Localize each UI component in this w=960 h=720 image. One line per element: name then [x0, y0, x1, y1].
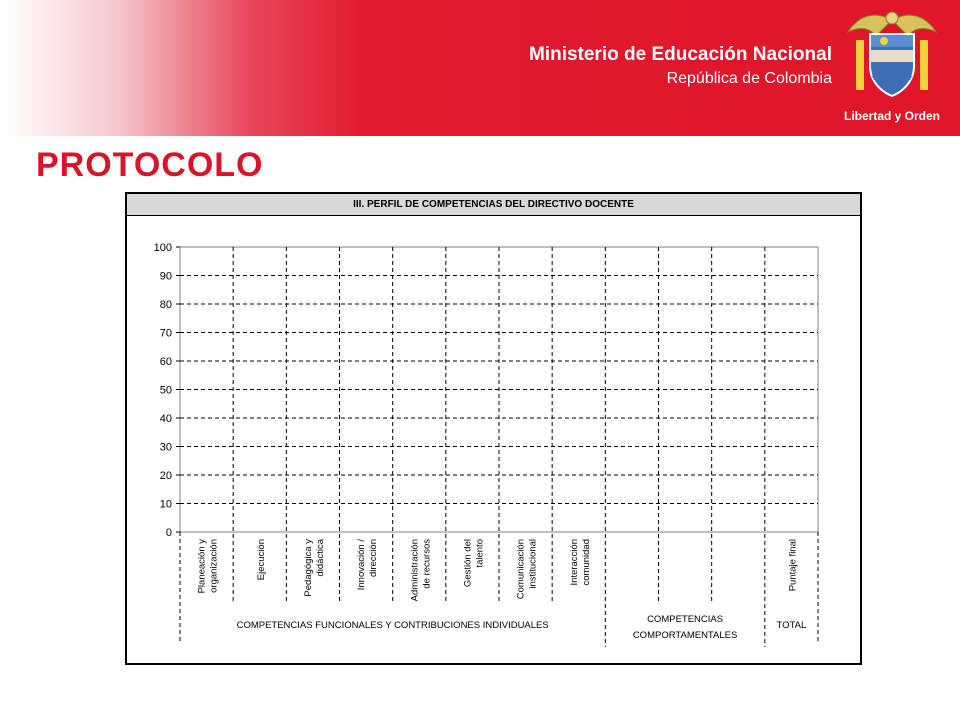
- category-label: Comunicación: [515, 539, 527, 600]
- country-name: República de Colombia: [666, 70, 832, 87]
- category-label: comunidad: [580, 539, 592, 586]
- group-label: COMPETENCIAS: [647, 614, 724, 625]
- category-label: dirección: [368, 539, 380, 578]
- category-label: didáctica: [314, 539, 326, 577]
- y-tick-label: 30: [159, 441, 172, 454]
- category-label: institucional: [527, 539, 539, 589]
- category-label: Ejecución: [255, 539, 267, 581]
- category-label: Puntaje final: [787, 539, 799, 592]
- y-tick-label: 50: [159, 384, 172, 397]
- category-label: Planeación y: [196, 539, 208, 594]
- y-tick-label: 10: [159, 498, 172, 511]
- y-tick-label: 70: [159, 327, 172, 340]
- category-label: Gestión del: [462, 539, 474, 588]
- colombia-coat-of-arms-icon: [840, 6, 944, 130]
- category-label: organización: [208, 539, 220, 593]
- page-title: PROTOCOLO: [36, 146, 264, 184]
- category-label: Pedagógica y: [302, 539, 314, 597]
- y-tick-label: 40: [159, 413, 172, 425]
- y-tick-label: 80: [159, 299, 172, 311]
- competency-chart: [125, 192, 862, 665]
- crest-motto: Libertad y Orden: [843, 109, 941, 123]
- ministry-name: Ministerio de Educación Nacional: [528, 44, 832, 65]
- group-label: COMPORTAMENTALES: [632, 630, 738, 641]
- group-label: TOTAL: [776, 620, 807, 631]
- y-tick-label: 0: [165, 527, 172, 539]
- chart-title: III. PERFIL DE COMPETENCIAS DEL DIRECTIVO DOCENTE: [127, 194, 860, 216]
- y-tick-label: 60: [159, 356, 172, 368]
- category-label: de recursos: [421, 539, 433, 589]
- org-block: [529, 42, 832, 90]
- category-label: Administración: [409, 539, 421, 602]
- y-tick-label: 100: [153, 242, 172, 254]
- category-label: Interacción: [568, 539, 580, 586]
- category-label: talento: [474, 539, 486, 568]
- y-tick-label: 90: [159, 270, 172, 283]
- group-label: COMPETENCIAS FUNCIONALES Y CONTRIBUCIONES INDIVIDUALES: [236, 620, 549, 631]
- category-label: Innovación /: [356, 539, 368, 591]
- y-tick-label: 20: [159, 470, 172, 482]
